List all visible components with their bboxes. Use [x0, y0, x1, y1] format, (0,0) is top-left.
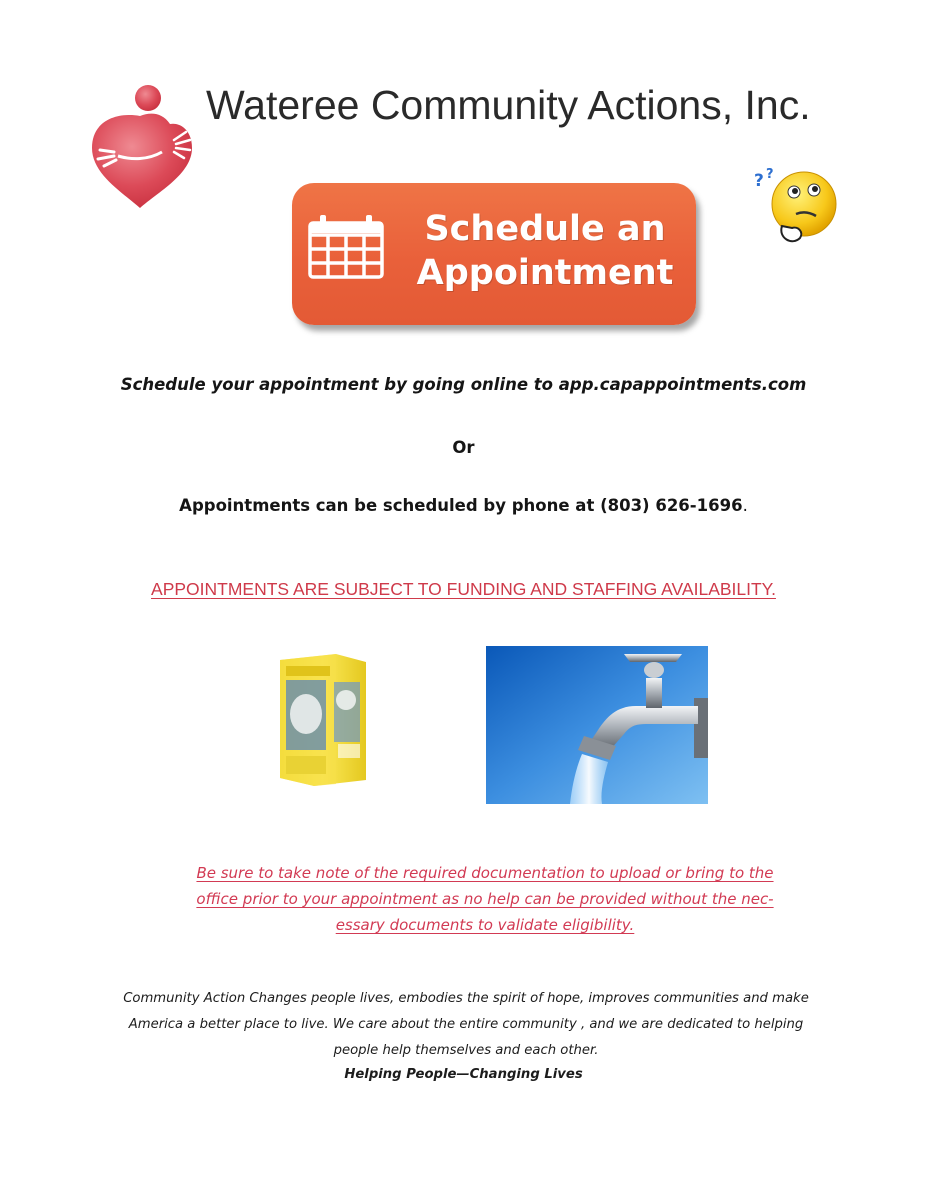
banner-line-1: Schedule an	[424, 209, 666, 249]
banner-text	[400, 207, 690, 295]
water-faucet-photo	[486, 646, 708, 804]
light-bulb-box-photo	[274, 652, 368, 788]
phone-scheduling-label: Appointments can be scheduled by phone at (803) 626-1696	[179, 496, 743, 515]
mission-line: America a better place to live. We care about the entire community , and we are dedicated to helping	[128, 1017, 804, 1032]
online-scheduling-text: Schedule your appointment by going online to app.capappointments.com	[120, 375, 807, 394]
organization-name: Wateree Community Actions, Inc.	[206, 82, 811, 128]
note-line: essary documents to validate eligibility.	[335, 916, 635, 934]
banner-line-2: Appointment	[416, 253, 674, 293]
note-line: Be sure to take note of the required documentation to upload or bring to the	[196, 864, 774, 882]
documentation-note	[180, 860, 790, 938]
phone-period: .	[742, 496, 748, 515]
thinking-face-icon	[752, 166, 840, 248]
svg-text:?: ?	[754, 171, 764, 191]
note-line: office prior to your appointment as no help can be provided without the nec-	[196, 890, 774, 908]
or-separator: Or	[452, 438, 475, 457]
heart-hug-logo-icon	[88, 82, 200, 212]
mission-statement	[110, 986, 822, 1064]
svg-text:?: ?	[766, 167, 774, 182]
schedule-appointment-banner[interactable]	[292, 183, 696, 325]
mission-line: Community Action Changes people lives, embodies the spirit of hope, improves communities and make	[123, 991, 809, 1006]
phone-scheduling-text	[0, 496, 927, 515]
tagline: Helping People—Changing Lives	[344, 1067, 583, 1082]
calendar-icon	[306, 213, 386, 281]
mission-line: people help themselves and each other.	[333, 1043, 599, 1058]
availability-warning: APPOINTMENTS ARE SUBJECT TO FUNDING AND STAFFING AVAILABILITY.	[151, 579, 776, 599]
